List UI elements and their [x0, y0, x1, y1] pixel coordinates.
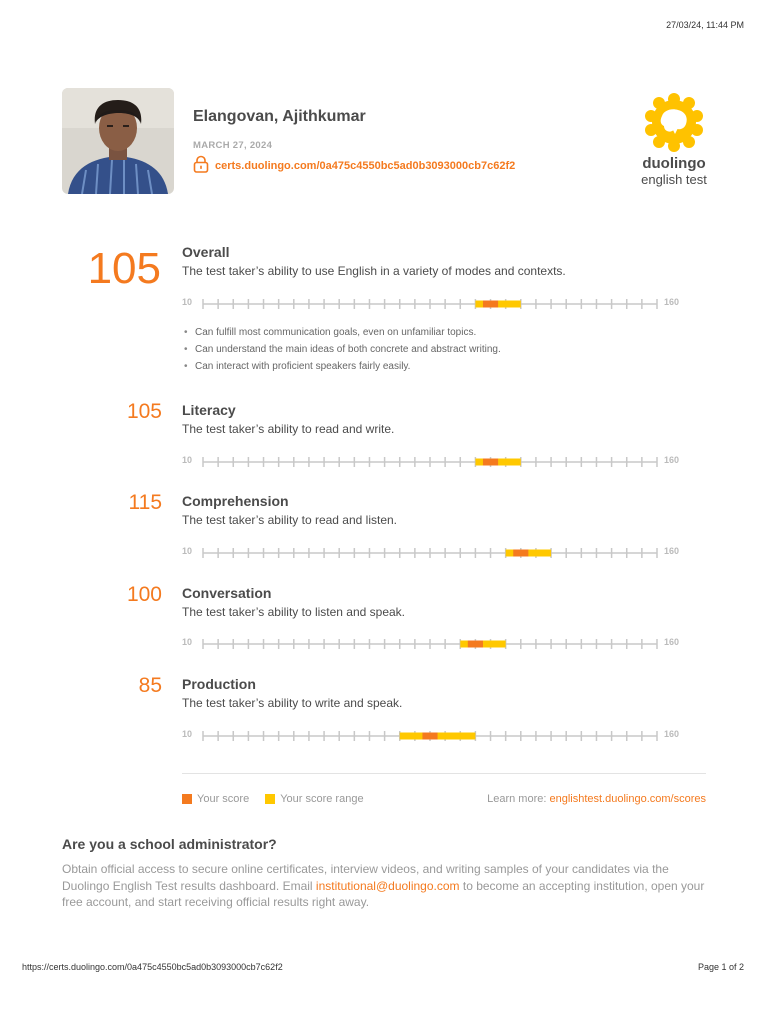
legend-your-range: [265, 793, 363, 805]
overall-descriptors: [182, 324, 501, 375]
learn-more-prefix: Learn more:: [487, 793, 547, 805]
admin-heading: Are you a school administrator?: [62, 836, 277, 852]
scale-min-label: 10: [182, 297, 193, 307]
descriptor-item: • Can fulfill most communication goals, even on unfamiliar topics.: [182, 324, 501, 341]
admin-text-after: to become an accepting institution, open your free account, and start receiving official results right away.: [62, 878, 705, 909]
test-date: MARCH 27, 2024: [193, 140, 273, 151]
score-scale-track: [200, 296, 660, 312]
conversation-title: Conversation: [182, 585, 272, 601]
learn-more-link[interactable]: englishtest.duolingo.com/scores: [549, 793, 706, 805]
scale-max-label: 160: [664, 729, 680, 739]
legend-your-score: [182, 793, 249, 805]
overall-description: The test taker’s ability to use English in a variety of modes and contexts.: [182, 264, 566, 278]
literacy-score: 105: [126, 400, 162, 423]
score-marker: [422, 733, 437, 740]
score-scale-track: [200, 545, 660, 561]
page-number: Page 1 of 2: [697, 962, 744, 972]
score-scale-track: [200, 636, 660, 652]
conversation-score-scale: [182, 636, 692, 652]
scale-min-label: 10: [182, 729, 193, 739]
comprehension-title: Comprehension: [182, 493, 289, 509]
scale-min-label: 10: [182, 546, 193, 556]
logo-wordmark: duolingo: [642, 155, 706, 172]
scale-max-label: 160: [664, 637, 680, 647]
conversation-description: The test taker’s ability to listen and speak.: [182, 605, 406, 619]
duolingo-owl-icon: [642, 92, 706, 154]
admin-paragraph: [62, 861, 712, 911]
production-title: Production: [182, 676, 256, 692]
comprehension-score-scale: [182, 545, 692, 561]
descriptor-item: • Can interact with proficient speakers fairly easily.: [182, 358, 501, 375]
legend-your-range-label: Your score range: [280, 793, 364, 805]
descriptor-item: • Can understand the main ideas of both concrete and abstract writing.: [182, 341, 501, 358]
learn-more: [487, 793, 706, 805]
duolingo-english-test-logo: [624, 92, 724, 187]
overall-score: 105: [87, 244, 161, 293]
score-marker: [483, 301, 498, 308]
scale-max-label: 160: [664, 297, 680, 307]
admin-text-before: Obtain official access to secure online certificates, interview videos, and writing samples of your candidates via the Duolingo English Test results dashboard. Email: [62, 862, 669, 893]
certificate-link[interactable]: certs.duolingo.com/0a475c4550bc5ad0b3093000cb7c62f2: [215, 160, 516, 172]
score-marker: [468, 641, 483, 648]
print-date: 27/03/24, 11:44 PM: [666, 20, 744, 30]
your-score-swatch: [182, 794, 192, 804]
legend: [182, 793, 380, 805]
scale-max-label: 160: [664, 455, 680, 465]
production-score-scale: [182, 728, 692, 744]
logo-subtitle: english test: [641, 172, 707, 187]
production-score: 85: [138, 674, 162, 697]
score-scale-track: [200, 454, 660, 470]
institutional-email-link[interactable]: institutional@duolingo.com: [315, 878, 460, 893]
scale-min-label: 10: [182, 455, 193, 465]
candidate-name: Elangovan, Ajithkumar: [193, 108, 366, 125]
literacy-title: Literacy: [182, 402, 236, 418]
literacy-description: The test taker’s ability to read and write.: [182, 422, 395, 436]
scale-max-label: 160: [664, 546, 680, 556]
overall-title: Overall: [182, 244, 230, 260]
conversation-score: 100: [126, 583, 162, 606]
footer-url: https://certs.duolingo.com/0a475c4550bc5ad0b3093000cb7c62f2: [22, 962, 283, 972]
your-range-swatch: [265, 794, 275, 804]
overall-score-scale: [182, 296, 692, 312]
score-scale-track: [200, 728, 660, 744]
production-description: The test taker’s ability to write and speak.: [182, 696, 403, 710]
certificate-link-row[interactable]: [193, 157, 515, 175]
comprehension-score: 115: [128, 491, 162, 514]
legend-your-score-label: Your score: [197, 793, 250, 805]
score-marker: [513, 550, 528, 557]
lock-icon: [193, 155, 209, 178]
divider: [182, 773, 706, 774]
candidate-photo: [62, 88, 174, 194]
score-marker: [483, 459, 498, 466]
scale-min-label: 10: [182, 637, 193, 647]
comprehension-description: The test taker’s ability to read and listen.: [182, 513, 398, 527]
literacy-score-scale: [182, 454, 692, 470]
